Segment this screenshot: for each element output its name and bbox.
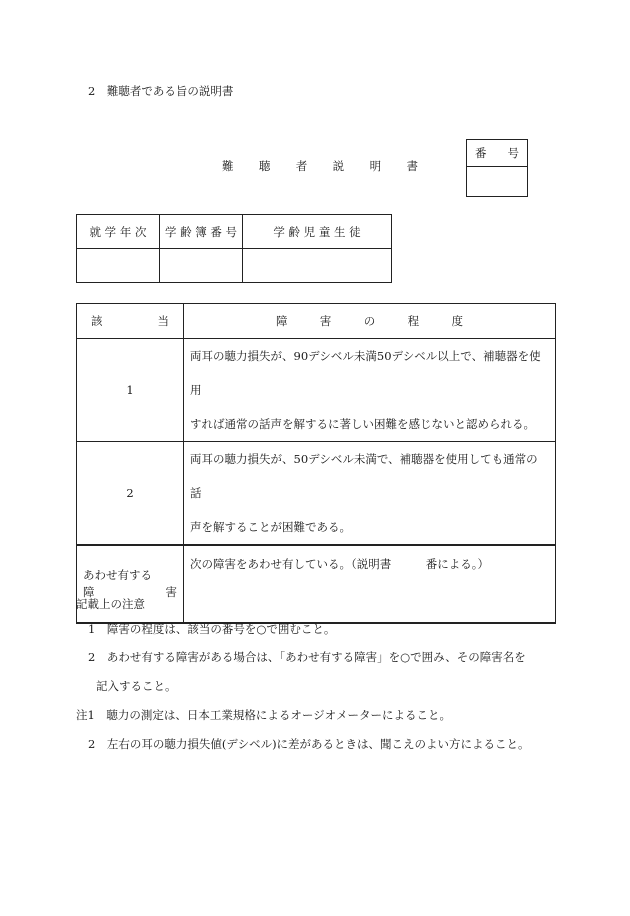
document-title <box>222 158 418 174</box>
number-label-char: 号 <box>507 146 519 160</box>
number-box <box>466 139 528 197</box>
title-char: 聴 <box>258 159 271 173</box>
degree-header-char: の <box>363 314 376 328</box>
applicable-header-char: 当 <box>157 314 169 328</box>
title-char: 明 <box>369 159 382 173</box>
section-heading: 2 難聴者である旨の説明書 <box>88 84 234 98</box>
number-label-char: 番 <box>475 146 487 160</box>
title-char: 説 <box>332 159 345 173</box>
note-item-2: 2 あわせ有する障害がある場合は、「あわせ有する障害」を○で囲み、その障害名を <box>88 650 526 664</box>
title-char: 者 <box>295 159 308 173</box>
degree-header-char: 度 <box>451 314 463 328</box>
table-row <box>77 545 556 623</box>
description-line: すれば通常の話声を解するに著しい困難を感じないと認められる。 <box>190 417 535 431</box>
student-name-cell[interactable] <box>243 249 392 283</box>
combined-disability-text: 次の障害をあわせ有している。（説明書 番による。） <box>184 545 556 623</box>
applicable-header <box>77 304 184 339</box>
number-label <box>467 140 528 167</box>
description-line: 両耳の聴力損失が、90デシベル未満50デシベル以上で、補聴器を使用 <box>190 349 541 397</box>
applicable-header-char: 該 <box>91 314 103 328</box>
grade-year-header: 就 学 年 次 <box>77 215 160 249</box>
register-number-header: 学 齢 簿 番 号 <box>160 215 243 249</box>
title-char: 書 <box>406 159 418 173</box>
table-row <box>77 442 556 546</box>
title-char: 難 <box>222 159 234 173</box>
notes-title: 記載上の注意 <box>76 597 145 611</box>
note-item-2-continued: 記入すること。 <box>96 679 177 693</box>
number-value-cell[interactable] <box>467 167 528 197</box>
degree-number-2[interactable]: 2 <box>77 442 184 546</box>
table-row <box>77 339 556 442</box>
degree-header-char: 害 <box>319 314 332 328</box>
note-item-1: 1 障害の程度は、該当の番号を○で囲むこと。 <box>88 622 336 636</box>
degree-description-1 <box>184 339 556 442</box>
student-name-header: 学 齢 児 童 生 徒 <box>243 215 392 249</box>
degree-header-char: 障 <box>276 314 288 328</box>
degree-description-2 <box>184 442 556 546</box>
register-number-cell[interactable] <box>160 249 243 283</box>
annotation-2: 2 左右の耳の聴力損失値(デシベル)に差があるときは、聞こえのよい方によること。 <box>88 737 530 751</box>
student-info-table <box>76 214 392 283</box>
degree-header-char: 程 <box>407 314 420 328</box>
annotation-1: 注1 聴力の測定は、日本工業規格によるオージオメーターによること。 <box>76 708 451 722</box>
description-line: 声を解することが困難である。 <box>190 520 351 534</box>
degree-number-1[interactable]: 1 <box>77 339 184 442</box>
grade-year-cell[interactable] <box>77 249 160 283</box>
combined-label-char: 害 <box>165 585 177 599</box>
degree-header <box>184 304 556 339</box>
description-line: 両耳の聴力損失が、50デシベル未満で、補聴器を使用しても通常の話 <box>190 452 538 500</box>
combined-label-char: 障 <box>83 585 95 599</box>
combined-label-line: あわせ有する <box>83 568 152 582</box>
disability-degree-table <box>76 303 556 624</box>
